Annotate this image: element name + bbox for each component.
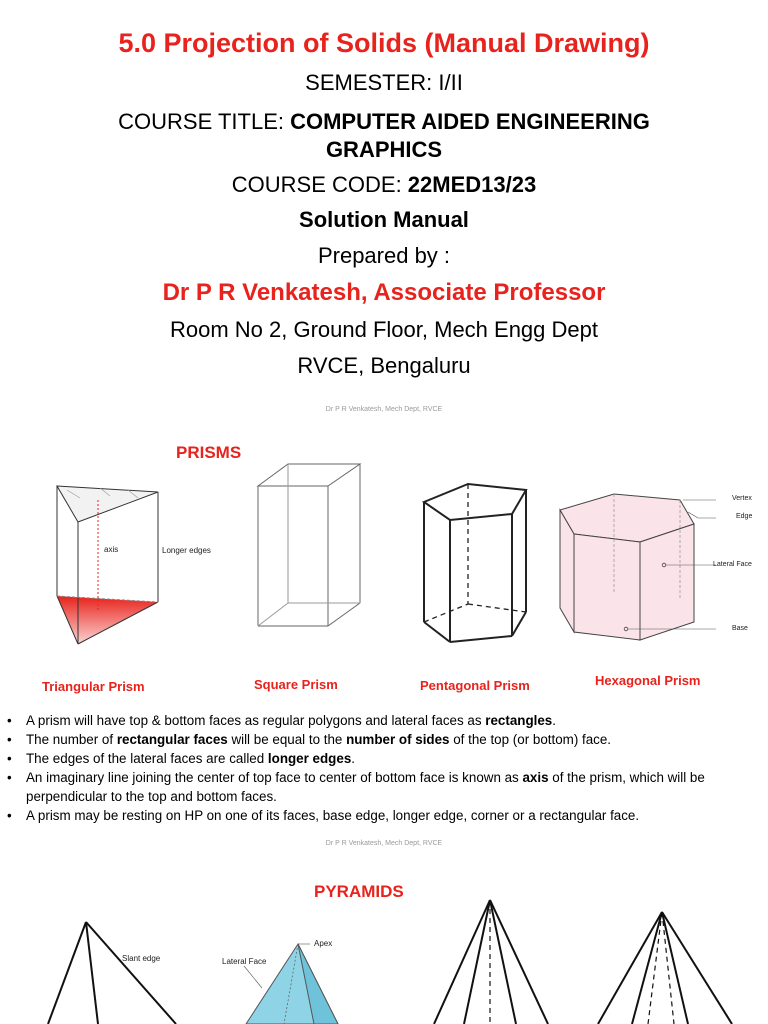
bullet-emphasis: rectangles [485, 713, 553, 728]
prism-bullet-item [0, 711, 748, 730]
slide2-footer: Dr P R Venkatesh, Mech Dept, RVCE [325, 840, 443, 847]
pyramid-figure-3 [420, 896, 570, 1024]
bullet-dot-icon: • [7, 713, 12, 728]
course-code-line [0, 172, 768, 198]
solution-manual-text: Solution Manual [299, 207, 469, 232]
vertex-label: Vertex [732, 495, 752, 502]
pyramid-figure-2 [218, 930, 368, 1024]
base-label: Base [732, 625, 748, 632]
edge-label: Edge [736, 513, 753, 520]
pentagonal-prism-figure [410, 476, 540, 652]
prisms-heading: PRISMS [176, 443, 242, 462]
prism-properties-list [0, 711, 748, 825]
prepared-by-text: Prepared by : [317, 243, 451, 268]
prism-bullet-item [0, 730, 748, 749]
bullet-text: . [351, 751, 355, 766]
triangular-prism-figure [40, 478, 240, 648]
bullet-emphasis: number of sides [346, 732, 450, 747]
axis-label: axis [104, 545, 119, 554]
bullet-emphasis: longer edges [267, 751, 352, 766]
document-title: 5.0 Projection of Solids (Manual Drawing) [118, 28, 650, 58]
bullet-dot-icon: • [7, 770, 12, 785]
bullet-text: The number of [26, 732, 117, 747]
bullet-emphasis: axis [522, 770, 549, 785]
bullet-dot-icon: • [7, 751, 12, 766]
slant-edge-label: Slant edge [122, 954, 161, 963]
longer-edges-label: Longer edges [162, 546, 211, 555]
caption-triangular-prism: Triangular Prism [42, 679, 145, 694]
bullet-text: A prism will have top & bottom faces as regular polygons and lateral faces as [26, 713, 486, 728]
lateral-face-label: Lateral Face [713, 561, 752, 568]
course-code-value: 22MED13/23 [407, 172, 537, 197]
institute-text: RVCE, Bengaluru [297, 353, 471, 378]
prism-bullet-item [0, 768, 748, 806]
semester-text: SEMESTER: I/II [305, 70, 463, 95]
bullet-text: of the top (or bottom) face. [449, 732, 612, 747]
prism-bullet-item [0, 806, 748, 825]
bullet-dot-icon: • [7, 808, 12, 823]
bullet-dot-icon: • [7, 732, 12, 747]
course-title-line [0, 109, 768, 135]
caption-square-prism: Square Prism [254, 677, 338, 692]
square-prism-figure [250, 458, 370, 638]
prism-bullet-item [0, 749, 748, 768]
course-code-label: COURSE CODE: [231, 172, 408, 197]
pyramid-figure-1 [36, 918, 186, 1024]
room-text: Room No 2, Ground Floor, Mech Engg Dept [170, 317, 598, 342]
apex-label: Apex [314, 939, 333, 948]
bullet-text: An imaginary line joining the center of top face to center of bottom face is known as [26, 770, 523, 785]
bullet-text: will be equal to the [227, 732, 347, 747]
course-title-value-cont: GRAPHICS [325, 137, 443, 162]
pyramids-heading: PYRAMIDS [314, 882, 404, 901]
course-title-label: COURSE TITLE: [118, 109, 291, 134]
bullet-emphasis: rectangular faces [116, 732, 228, 747]
author-name: Dr P R Venkatesh, Associate Professor [162, 279, 606, 306]
pyramid-lateral-face-label: Lateral Face [222, 957, 267, 966]
bullet-text: of the prism, which will be perpendicular to the top and bottom faces. [26, 770, 705, 804]
caption-pentagonal-prism: Pentagonal Prism [420, 678, 530, 693]
course-title-value: COMPUTER AIDED ENGINEERING [290, 109, 650, 134]
bullet-text: The edges of the lateral faces are called [26, 751, 268, 766]
caption-hexagonal-prism: Hexagonal Prism [595, 673, 701, 688]
bullet-text: . [552, 713, 556, 728]
bullet-text: A prism may be resting on HP on one of its faces, base edge, longer edge, corner or a rectangular face. [26, 808, 640, 823]
pyramid-figure-4 [592, 904, 742, 1024]
slide1-footer: Dr P R Venkatesh, Mech Dept, RVCE [325, 406, 443, 413]
